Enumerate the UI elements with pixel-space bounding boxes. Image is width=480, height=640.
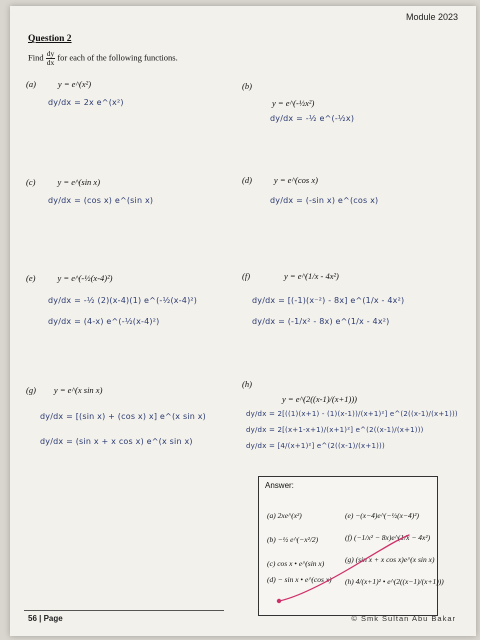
working-line: dy/dx = (sin x + x cos x) e^(x sin x) bbox=[40, 437, 193, 446]
part-label: (h) bbox=[242, 379, 252, 389]
answer-label: (c) bbox=[267, 559, 276, 568]
part-label: (f) bbox=[242, 271, 251, 281]
instruction-pre: Find bbox=[28, 52, 44, 63]
answer-text: (sin x + x cos x)e^(x sin x) bbox=[355, 555, 435, 564]
part-e bbox=[26, 268, 246, 326]
answer-label: (f) bbox=[345, 533, 353, 542]
working-line: dy/dx = 2[((1)(x+1) - (1)(x-1))/(x+1)²] e^(2((x-1)/(x+1))) bbox=[246, 410, 458, 418]
part-a bbox=[26, 74, 236, 107]
working-line: dy/dx = [(-1)(x⁻²) - 8x] e^(1/x - 4x²) bbox=[252, 296, 405, 305]
working-line: dy/dx = (-sin x) e^(cos x) bbox=[270, 196, 379, 205]
question-title: Question 2 bbox=[28, 34, 72, 44]
answer-text: cos x • e^(sin x) bbox=[277, 559, 325, 568]
part-label: (b) bbox=[242, 81, 252, 91]
answer-heading: Answer: bbox=[265, 481, 294, 490]
part-function: y = e^(1/x - 4x²) bbox=[284, 271, 339, 281]
part-function: y = e^(sin x) bbox=[57, 177, 101, 187]
part-label: (d) bbox=[242, 175, 252, 185]
working-line: dy/dx = (-1/x² - 8x) e^(1/x - 4x²) bbox=[252, 317, 390, 326]
pen-dot bbox=[277, 599, 281, 603]
part-function: y = e^(x²) bbox=[57, 79, 92, 89]
answer-label: (b) bbox=[267, 535, 276, 544]
answer-text: −(x−4)e^(−½(x−4)²) bbox=[355, 511, 419, 520]
part-d bbox=[242, 170, 462, 205]
part-c bbox=[26, 172, 236, 205]
part-label: (e) bbox=[26, 273, 36, 283]
answer-label: (a) bbox=[267, 511, 276, 520]
part-f bbox=[242, 266, 467, 326]
module-label: Module 2023 bbox=[405, 12, 458, 22]
working-line: dy/dx = (cos x) e^(sin x) bbox=[48, 196, 154, 205]
working-line: dy/dx = (4-x) e^(-½(x-4)²) bbox=[48, 317, 160, 326]
part-b bbox=[242, 76, 462, 123]
working-line: dy/dx = 2[(x+1-x+1)/(x+1)²] e^(2((x-1)/(x+1))) bbox=[246, 426, 424, 434]
working-line: dy/dx = [(sin x) + (cos x) x] e^(x sin x) bbox=[40, 412, 207, 421]
answer-text: (−1/x² − 8x)e^(1/x − 4x²) bbox=[353, 533, 431, 542]
part-label: (c) bbox=[26, 177, 36, 187]
part-function: y = e^(-½x²) bbox=[272, 98, 315, 108]
instruction-post: for each of the following functions. bbox=[57, 52, 178, 63]
answer-label: (h) bbox=[345, 577, 354, 586]
instruction bbox=[28, 50, 178, 67]
working-line: dy/dx = [4/(x+1)²] e^(2((x-1)/(x+1))) bbox=[246, 442, 385, 450]
page-number: 56 | Page bbox=[28, 614, 63, 623]
answer-label: (d) bbox=[267, 575, 276, 584]
working-line: dy/dx = -½ (2)(x-4)(1) e^(-½(x-4)²) bbox=[48, 296, 198, 305]
dy-dx-fraction bbox=[46, 50, 56, 67]
pen-mark bbox=[259, 477, 437, 615]
part-g bbox=[26, 380, 251, 446]
answer-label: (e) bbox=[345, 511, 354, 520]
working-line: dy/dx = 2x e^(x²) bbox=[48, 98, 124, 107]
answer-text: 2xe^(x²) bbox=[277, 511, 302, 520]
part-function: y = e^(x sin x) bbox=[53, 385, 103, 395]
footer-rule bbox=[24, 610, 224, 611]
part-h bbox=[242, 374, 470, 450]
dx-text: dx bbox=[46, 58, 55, 67]
part-label: (g) bbox=[26, 385, 36, 395]
part-label: (a) bbox=[26, 79, 36, 89]
school-credit: © Smk Sultan Abu Bakar bbox=[351, 614, 456, 623]
part-function: y = e^(cos x) bbox=[273, 175, 318, 185]
answer-text: −½ e^(−x²/2) bbox=[277, 535, 319, 544]
part-function: y = e^(2((x-1)/(x+1))) bbox=[282, 394, 357, 404]
answer-text: 4/(x+1)² • e^(2((x−1)/(x+1))) bbox=[355, 577, 444, 586]
pen-stroke bbox=[279, 535, 409, 601]
answer-box bbox=[258, 476, 444, 616]
dy-text: dy bbox=[46, 49, 55, 58]
answer-text: − sin x • e^(cos x) bbox=[277, 575, 332, 584]
worksheet-page bbox=[10, 6, 476, 636]
working-line: dy/dx = -½ e^(-½x) bbox=[270, 114, 355, 123]
part-function: y = e^(-½(x-4)²) bbox=[57, 273, 113, 283]
answer-label: (g) bbox=[345, 555, 354, 564]
